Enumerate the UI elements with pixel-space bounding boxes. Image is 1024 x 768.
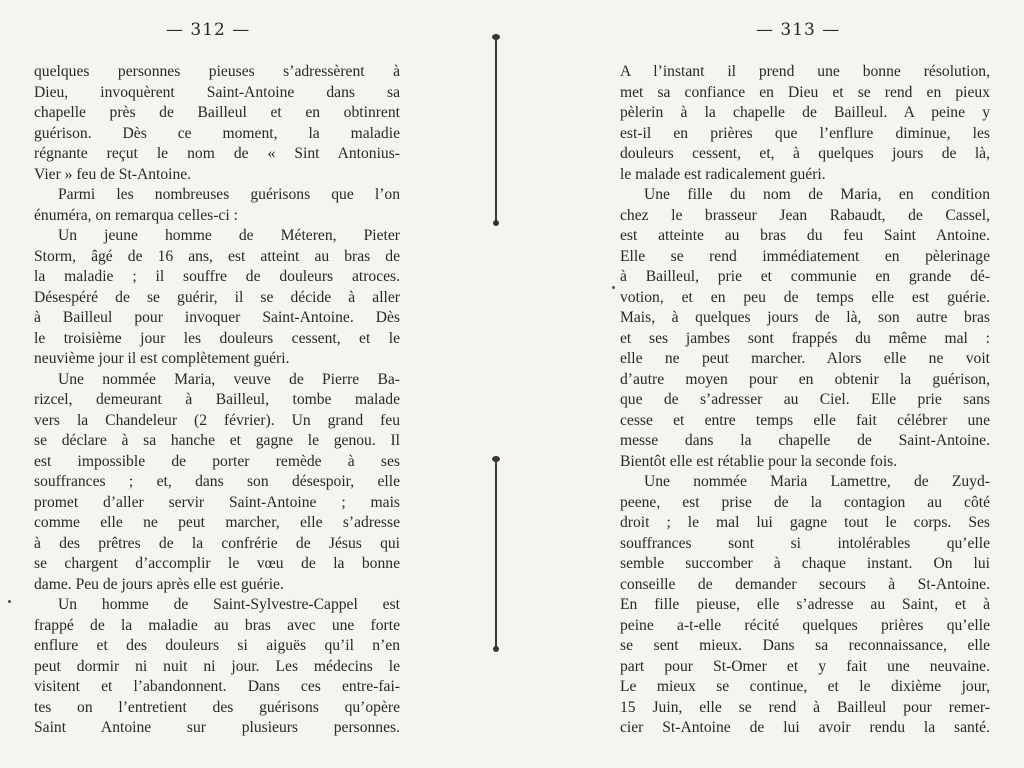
text-line: frappé de la maladie au bras avec une forte — [34, 616, 400, 634]
gutter-rule-top — [494, 34, 498, 226]
text-line: chapelle près de Bailleul et en obtinrent — [34, 104, 400, 121]
text-line: à des prêtres de la confrérie de Jésus qui — [34, 534, 400, 552]
text-line: Elle se rend immédiatement en pèlerinage — [620, 247, 990, 265]
text-line: Parmi les nombreuses guérisons que l’on — [58, 186, 400, 203]
text-line: Bientôt elle est rétablie pour la seconde fois. — [620, 452, 898, 470]
text-line: messe dans la chapelle de Saint-Antoine. — [620, 432, 990, 449]
text-line: 15 Juin, elle se rend à Bailleul pour remer- — [620, 698, 990, 716]
left-page-number: — 312 — — [166, 20, 251, 40]
text-line: Une nommée Maria Lamettre, de Zuyd- — [644, 473, 990, 490]
text-line: droit ; le mal lui gagne tout le corps. Ses — [620, 514, 990, 531]
text-line: et ses jambes sont frappés du même mal : — [620, 329, 990, 347]
text-line: Mais, à quelques jours de là, son autre bras — [620, 309, 990, 326]
text-line: d’autre moyen pour en obtenir la guérison, — [620, 370, 990, 388]
paper-speck — [612, 286, 615, 289]
text-line: elle ne peut marcher. Alors elle ne voit — [620, 350, 990, 367]
text-line: la maladie ; il souffre de douleurs atroces. — [34, 268, 400, 285]
text-line: se sent mieux. Dans sa reconnaissance, elle — [620, 637, 990, 654]
text-line: Le mieux se continue, et le dixième jour, — [620, 678, 990, 695]
text-line: quelques personnes pieuses s’adressèrent à — [34, 63, 400, 80]
text-line: le troisième jour les douleurs cessent, et le — [34, 329, 400, 347]
text-line: votion, et en peu de temps elle est guérie. — [620, 288, 990, 306]
text-line: En fille pieuse, elle s’adresse au Saint, et à — [620, 596, 990, 613]
text-line: vers la Chandeleur (2 février). Un grand feu — [34, 411, 400, 429]
text-line: cier St-Antoine de lui avoir rendu la santé. — [620, 719, 990, 736]
text-line: promet d’aller servir Saint-Antoine ; mais — [34, 493, 400, 511]
text-line: se déclare à sa hanche et gagne le genou. Il — [34, 432, 400, 449]
text-line: Un jeune homme de Méteren, Pieter — [58, 227, 400, 244]
paper-speck — [8, 600, 11, 603]
text-line: douleurs cessent, et, à quelques jours de là, — [620, 145, 990, 162]
right-page — [512, 0, 1024, 768]
text-line: est-il en prières que l’enflure diminue, les — [620, 124, 990, 142]
text-line: Dieu, invoquèrent Saint-Antoine dans sa — [34, 83, 400, 101]
text-line: est impossible de porter remède à ses — [34, 452, 400, 470]
text-line: guérison. Dès ce moment, la maladie — [34, 124, 400, 142]
text-line: régnante reçut le nom de « Sint Antonius- — [34, 145, 400, 162]
text-line: Une fille du nom de Maria, en condition — [644, 186, 990, 203]
text-line: chez le brasseur Jean Rabaudt, de Cassel, — [620, 206, 990, 224]
text-line: pèlerin à la chapelle de Bailleul. A peine y — [620, 104, 990, 121]
text-line: part pour St-Omer et y fait une neuvaine. — [620, 657, 990, 675]
text-line: souffrances sont si intolérables qu’elle — [620, 534, 990, 552]
text-line: met sa confiance en Dieu et se rend en pieux — [620, 83, 990, 101]
text-line: peene, est prise de la contagion au côté — [620, 493, 990, 511]
text-line: souffrances ; et, dans son désespoir, elle — [34, 473, 400, 490]
text-line: rizcel, demeurant à Bailleul, tombe malade — [34, 391, 400, 408]
text-line: enflure et des douleurs si aiguës qu’il n’en — [34, 637, 400, 654]
text-line: Désespéré de se guérir, il se décide à aller — [34, 288, 400, 306]
right-text-column — [620, 62, 990, 739]
text-line: que de s’adresser au Ciel. Elle prie sans — [620, 391, 990, 408]
text-line: comme elle ne peut marcher, elle s’adresse — [34, 514, 400, 531]
text-line: Une nommée Maria, veuve de Pierre Ba- — [58, 370, 400, 388]
text-line: se chargent d’accomplir le vœu de la bonne — [34, 555, 400, 572]
text-line: visitent et l’abandonnent. Dans ces entre-fai- — [34, 678, 400, 695]
text-line: conseille de demander secours à St-Antoine. — [620, 575, 990, 593]
text-line: Vier » feu de St-Antoine. — [34, 165, 192, 183]
right-page-number: — 313 — — [756, 20, 841, 40]
text-line: à Bailleul pour invoquer Saint-Antoine. Dès — [34, 309, 400, 326]
text-line: semble succomber à chaque instant. On lui — [620, 555, 990, 572]
text-line: tes on l’entretient des guérisons qu’opère — [34, 698, 400, 716]
text-line: peine a-t-elle récité quelques prières qu’elle — [620, 616, 990, 634]
text-line: dame. Peu de jours après elle est guérie. — [34, 575, 284, 593]
text-line: est atteinte au bras du feu Saint Antoine. — [620, 227, 990, 244]
text-line: cesse et entre temps elle fait célébrer une — [620, 411, 990, 429]
text-line: neuvième jour il est complètement guéri. — [34, 350, 290, 367]
text-line: à Bailleul, prie et communie en grande dé- — [620, 268, 990, 285]
text-line: Storm, âgé de 16 ans, est atteint au bras de — [34, 247, 400, 265]
gutter-rule-bottom — [494, 456, 498, 652]
left-text-column — [34, 62, 400, 739]
left-page — [0, 0, 500, 768]
text-line: le malade est radicalement guéri. — [620, 165, 826, 183]
text-line: Saint Antoine sur plusieurs personnes. — [34, 719, 400, 736]
text-line: énuméra, on remarqua celles-ci : — [34, 206, 238, 224]
text-line: peut dormir ni nuit ni jour. Les médecins le — [34, 657, 400, 675]
text-line: A l’instant il prend une bonne résolution, — [620, 63, 990, 80]
text-line: Un homme de Saint-Sylvestre-Cappel est — [58, 596, 400, 613]
